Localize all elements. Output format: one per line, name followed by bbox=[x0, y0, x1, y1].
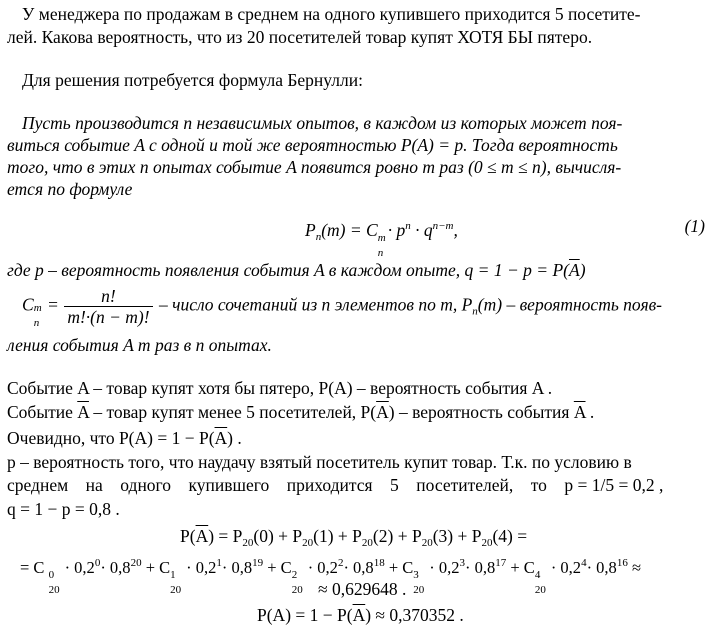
equation-number: (1) bbox=[684, 216, 705, 236]
combination-line: C m n = $\frac{n!}{m!\cdot(n - m)!}$ – число сочетаний из n элементов по m, $P_n(m)$ – вероятность появ- bbox=[22, 286, 662, 329]
binomial-term-2: 2 20 · $0,2^2\cdot 0,8^{18}$ bbox=[291, 557, 385, 596]
solution-line-2: Событие $\overline{A}$ – товар купят менее 5 посетителей, $P(\overline{A})$ – вероятность события $\overline{A}$ . bbox=[7, 402, 595, 422]
theory-line-3: того, что в этих n опытах событие A появится ровно m раз (0 ≤ m ≤ n), вычисля- bbox=[7, 157, 622, 177]
theory-last-line: ления события A m раз в n опытах. bbox=[7, 335, 272, 355]
calc-line-1: $P(\overline{A}) = P_{20}(0) + P_{20}(1) + P_{20}(2) + P_{20}(3) + P_{20}(4)$ = bbox=[180, 526, 528, 549]
intro-text: Для решения потребуется формула Бернулли: bbox=[22, 70, 363, 90]
solution-line-5: среднем на одного купившего приходится 5 посетителей, то p = 1/5 = 0,2 , bbox=[7, 475, 664, 495]
theory-line-1: Пусть производится n независимых опытов, в каждом из которых может поя- bbox=[22, 113, 623, 133]
solution-line-4: p – вероятность того, что наудачу взятый посетитель купит товар. Т.к. по условию в bbox=[7, 452, 632, 472]
binomial-term-3: 3 20 · $0,2^3\cdot 0,8^{17}$ bbox=[413, 557, 507, 596]
problem-line-2: лей. Какова вероятность, что из 20 посетителей товар купят ХОТЯ БЫ пятеро. bbox=[7, 27, 593, 47]
problem-line-1: У менеджера по продажам в среднем на одного купившего приходится 5 посетите- bbox=[22, 4, 641, 24]
solution-line-3: Очевидно, что $P(A) = 1 - P(\overline{A})$ . bbox=[7, 428, 242, 448]
theory-line-4: ется по формуле bbox=[7, 179, 133, 199]
solution-line-6: q = 1 − p = 0,8 . bbox=[7, 499, 120, 519]
binomial-term-4: 4 20 · $0,2^4\cdot 0,8^{16}$ bbox=[534, 557, 628, 596]
binomial-term-0: 0 20 · $0,2^0\cdot 0,8^{20}$ bbox=[48, 557, 142, 596]
formula-expression: $P_n(m) = C$ m n · $p^n \cdot q^{n-m}$, bbox=[305, 220, 458, 259]
theory-line-2: виться событие A с одной и той же вероятностью P(A) = p. Тогда вероятность bbox=[7, 135, 618, 155]
solution-line-1: Событие A – товар купят хотя бы пятеро, P(A) – вероятность события A . bbox=[7, 378, 553, 398]
calc-line-2: = C 0 20 · $0,2^0\cdot 0,8^{20} + C$ 1 20 · $0,2^1\cdot 0,8^{19} + C$ 2 20 · $0,2^2\cdot 0,8^{18} + C$ 3 20 · $0,2^3\cdot 0,8^{17} + C$ 4 20 · $0,2^4\cdot 0,8^{16}$ ≈ bbox=[20, 557, 641, 596]
combination-fraction: $\frac{n!}{m!\cdot(n - m)!}$ bbox=[64, 286, 152, 327]
calc-line-3: ≈ 0,629648 . bbox=[318, 579, 407, 599]
binomial-term-1: 1 20 · $0,2^1\cdot 0,8^{19}$ bbox=[170, 557, 264, 596]
where-line: где p – вероятность появления события A в каждом опыте, $q = 1 - p = P(\overline{A})$ bbox=[7, 260, 586, 280]
calc-line-4: $P(A) = 1 - P(\overline{A}) \approx 0,370352$ . bbox=[257, 605, 464, 625]
